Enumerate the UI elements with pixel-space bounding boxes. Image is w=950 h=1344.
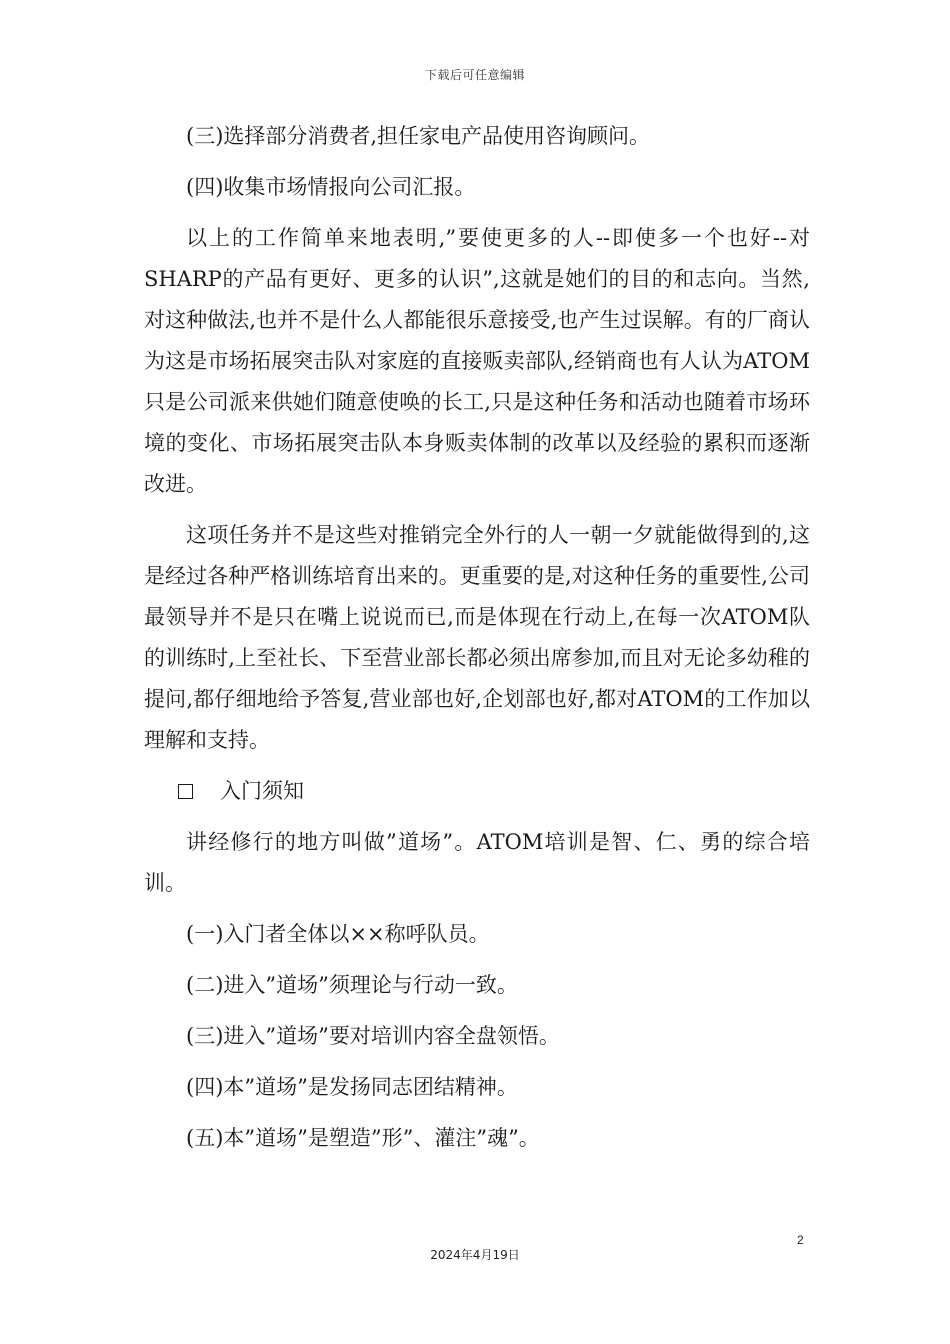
page-number: 2 [797, 1233, 804, 1247]
section-heading [144, 771, 810, 812]
paragraph-dojo-intro: 讲经修行的地方叫做”道场”。ATOM培训是智、仁、勇的综合培训。 [144, 830, 810, 895]
list-item: (二)进入”道场”须理论与行动一致。 [186, 973, 518, 997]
paragraph-training: 这项任务并不是这些对推销完全外行的人一朝一夕就能做得到的,这是经过各种严格训练培育出来的。更重要的是,对这种任务的重要性,公司最领导并不是只在嘴上说说而已,而是体现在行动上,在每一次ATOM队的训练时,上至社长、下至营业部长都必须出席参加,而且对无论多幼稚的提问,都仔细地给予答复,营业部也好,企划部也好,都对ATOM的工作加以理解和支持。 [144, 523, 810, 752]
list-item: (四)本”道场”是发扬同志团结精神。 [186, 1075, 518, 1099]
document-body [144, 116, 810, 1169]
paragraph-work-summary: 以上的工作简单来地表明,”要使更多的人--即使多一个也好--对SHARP的产品有更好、更多的认识”,这就是她们的目的和志向。当然,对这种做法,也并不是什么人都能很乐意接受,也产生过误解。有的厂商认为这是市场拓展突击队对家庭的直接贩卖部队,经销商也有人认为ATOM只是公司派来供她们随意使唤的长工,只是这种任务和活动也随着市场环境的变化、市场拓展突击队本身贩卖体制的改革以及经验的累积而逐渐改进。 [144, 226, 810, 496]
list-item: (三)进入”道场”要对培训内容全盘领悟。 [186, 1024, 560, 1048]
page-header: 下载后可任意编辑 [424, 68, 525, 82]
section-heading-label: 入门须知 [220, 779, 304, 803]
paragraph-item-4: (四)收集市场情报向公司汇报。 [186, 175, 476, 199]
checkbox-bullet-icon [178, 784, 193, 799]
list-item: (五)本”道场”是塑造”形”、灌注”魂”。 [186, 1126, 540, 1150]
list-item: (一)入门者全体以××称呼队员。 [186, 922, 490, 946]
footer-date: 2024年4月19日 [430, 1248, 520, 1262]
paragraph-item-3: (三)选择部分消费者,担任家电产品使用咨询顾问。 [186, 124, 651, 148]
